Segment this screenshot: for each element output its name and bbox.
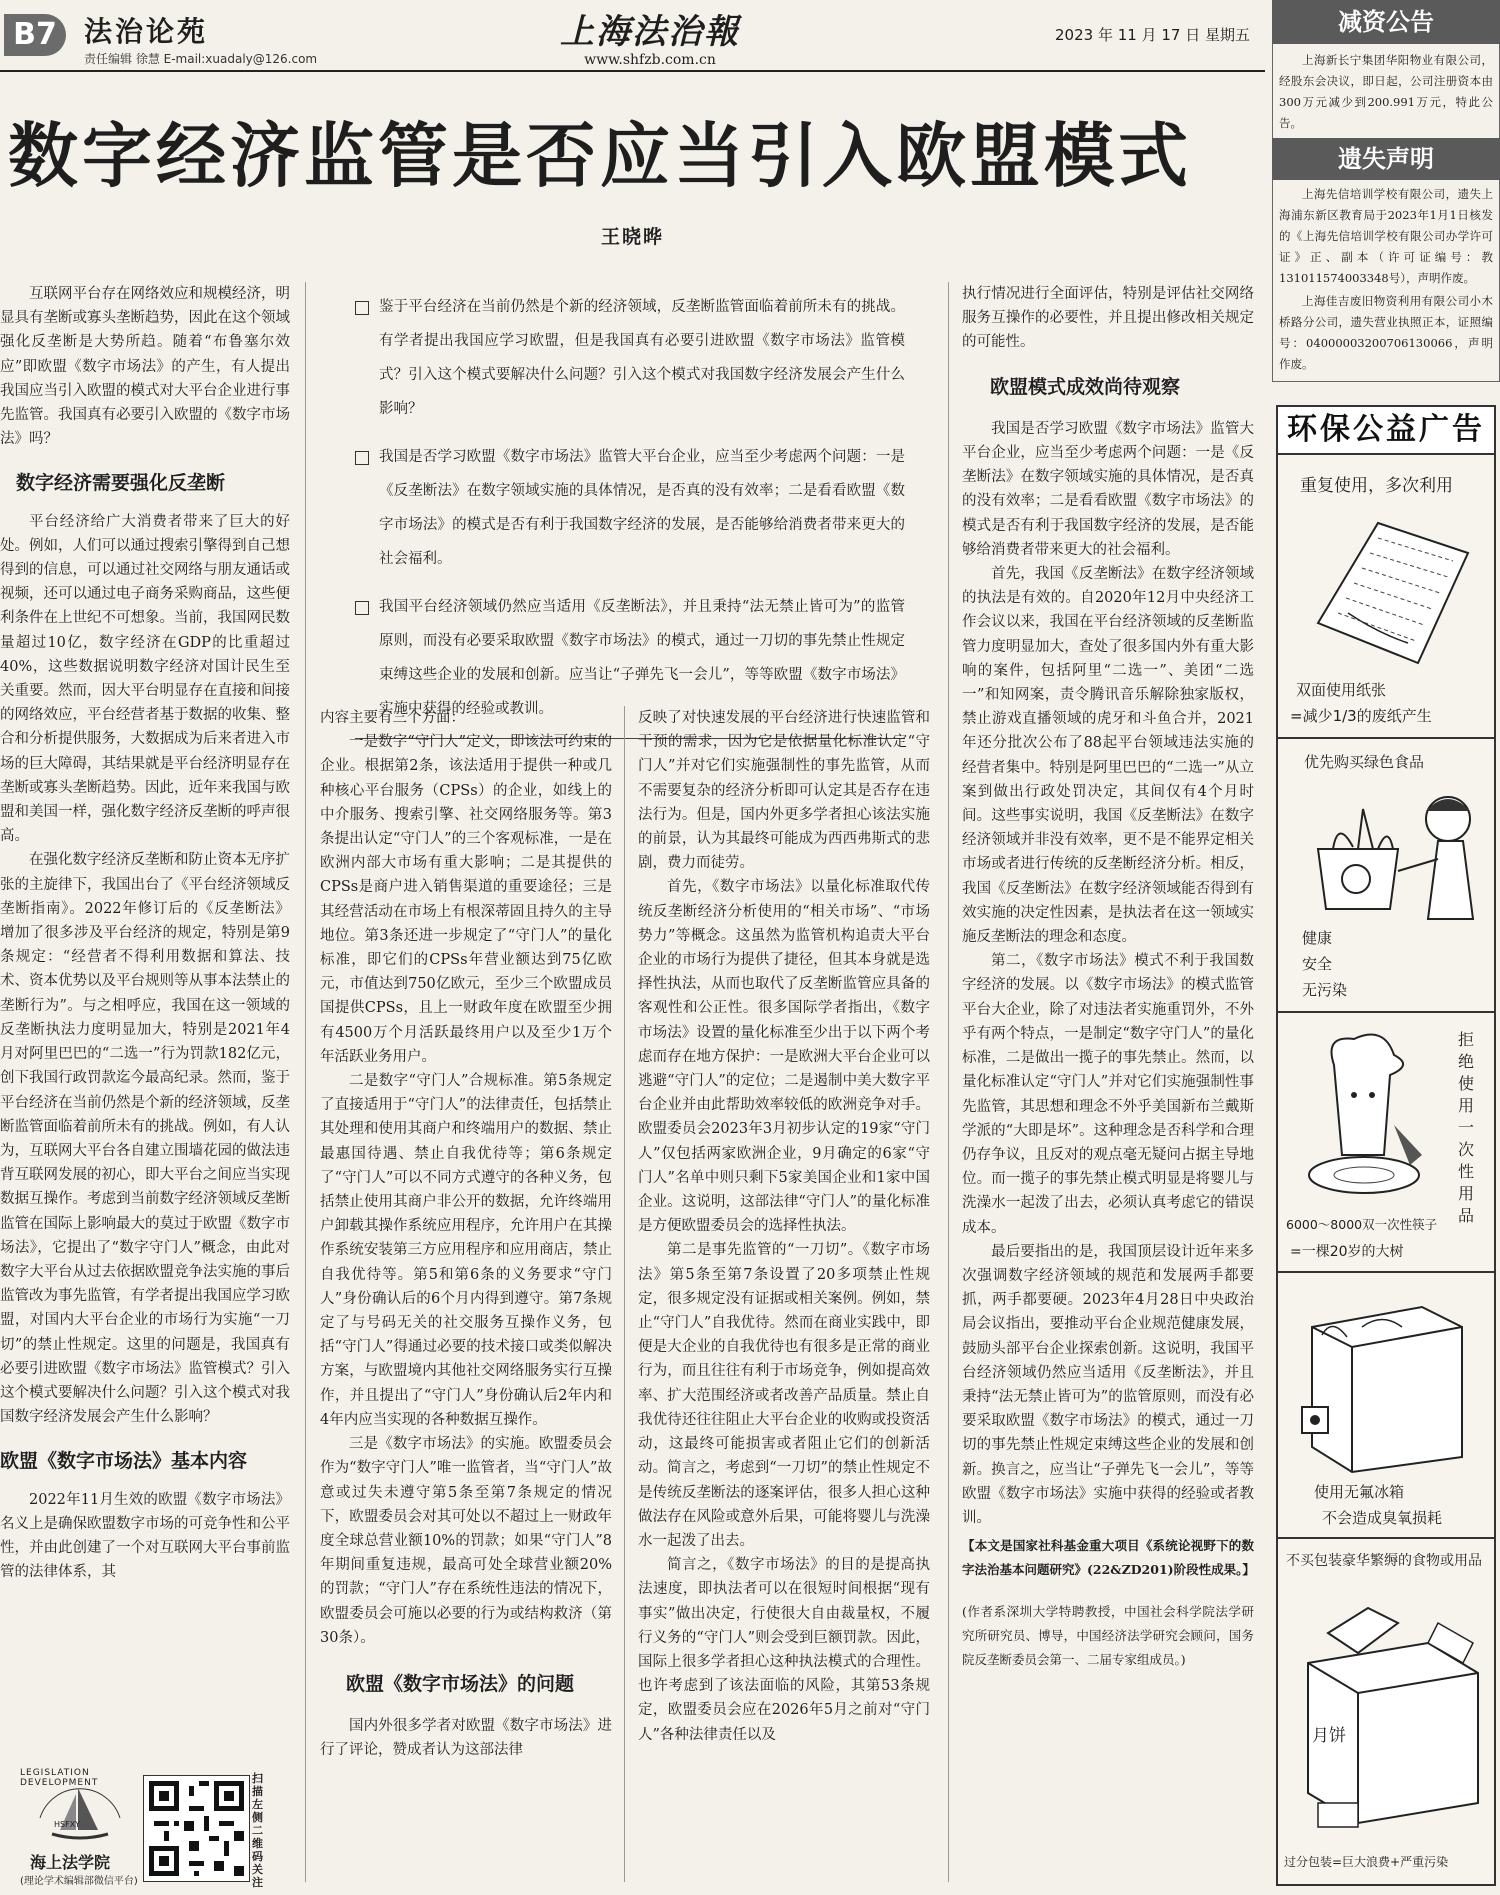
ad-caption: 使用无氟冰箱 bbox=[1314, 1483, 1405, 1501]
subheading-1: 数字经济需要强化反垄断 bbox=[16, 472, 226, 495]
ad-caption-vertical: 拒绝使用一次性用品 bbox=[1458, 1030, 1475, 1225]
paragraph: 执行情况进行全面评估，特别是评估社交网络服务互操作的必要性，并且提出修改相关规定的可能性。 bbox=[962, 286, 1254, 351]
ad-caption: 无污染 bbox=[1302, 981, 1348, 999]
ad-caption: 安全 bbox=[1302, 955, 1333, 973]
ad-caption: 过分包装=巨大浪费+严重污染 bbox=[1284, 1855, 1449, 1869]
ad-caption: 月饼 bbox=[1312, 1726, 1346, 1746]
notice-sidebar bbox=[1272, 0, 1500, 396]
paragraph: 第二是事先监管的“一刀切”。《数字市场法》第5条至第7条设置了20多项禁止性规定，很多规定没有证据或相关案例。例如，禁止“守门人”自我优待。然而在商业实践中，即便是大企业的自我优待也有很多是正常的商业行为，而且往往有利于市场竞争，例如提高效率、扩大范围经济或者改善产品质量。禁止自我优待还往往阻止大平台企业的收购或投资活动，这最终可能损害或者阻止它们的创新活动。简言之，考虑到“一刀切”的禁止性规定不是传统反垄断法的逐案评估，很多人担心这种做法存在风险或意外后果，可能将婴儿与洗澡水一起泼了出去。 bbox=[638, 1242, 930, 1549]
notice-capital-reduction: 上海新长宁集团华阳物业有限公司，经股东会决议，即日起，公司注册资本由300万元减少到200.991万元，特此公告。 bbox=[1272, 44, 1500, 138]
publication-date: 2023 年 11 月 17 日 星期五 bbox=[1055, 26, 1250, 44]
paragraph: 首先，我国《反垄断法》在数字经济领域的执法是有效的。自2020年12月中央经济工作会议以来，我国在平台经济领域的反垄断监管力度明显加大，查处了很多国内外有重大影响的案件，包括阿里“二选一”、美团“二选一”和知网案，责令腾讯音乐解除独家版权，禁止游戏直播领域的虎牙和斗鱼合并，2021年还分批次公布了88起平台领域违法实施的经营者集中。特别是阿里巴巴的“二选一”从立案到做出行政处罚决定，其间仅有4个月时间。这些事实说明，我国《反垄断法》在数字经济领域并非没有效率，更不是不能界定相关市场或者进行传统的反垄断经济分析。相反，我国《反垄断法》在数字经济领域能否得到有效实施的决定性因素，是执法者在这一领域实施反垄断法的理念和态度。 bbox=[962, 566, 1254, 946]
article-author: 王晓晔 bbox=[600, 226, 664, 248]
newspaper-website: www.shfzb.com.cn bbox=[584, 52, 716, 68]
paragraph: 内容主要有三个方面： bbox=[320, 710, 465, 726]
column-3 bbox=[638, 706, 930, 1747]
page-number-badge: B7 bbox=[4, 14, 66, 56]
section-name: 法治论苑 bbox=[84, 15, 209, 48]
article-headline: 数字经济监管是否应当引入欧盟模式 bbox=[8, 115, 1192, 197]
ad-caption: =一棵20岁的大树 bbox=[1290, 1244, 1404, 1260]
org-subtitle: (理论学术编辑部微信平台) bbox=[20, 1876, 138, 1887]
ad-caption: =减少1/3的废纸产生 bbox=[1290, 707, 1432, 725]
environmental-ad bbox=[1276, 405, 1496, 1886]
newspaper-masthead: 上海法治報 bbox=[560, 12, 740, 52]
author-bio: (作者系深圳大学特聘教授，中国社会科学院法学研究所研究员、博导，中国经济法学研究会顾问，国务院反垄断委员会第一、二届专家组成员。) bbox=[962, 1604, 1254, 1668]
ad-divider bbox=[1278, 1271, 1494, 1273]
org-name: 海上法学院 bbox=[30, 1853, 111, 1872]
header-rule bbox=[0, 70, 1265, 72]
ad-divider bbox=[1278, 1537, 1494, 1539]
paragraph: 三是《数字市场法》的实施。欧盟委员会作为“数字守门人”唯一监管者，当“守门人”故意或过失未遵守第5条至第7条规定的情况下，欧盟委员会对其可处以不超过上一财政年度全球总营业额10%的罚款；如果“守门人”8年期间重复违规，最高可处全球营业额20%的罚款；“守门人”存在系统性违法的情况下，欧盟委员会可施以必要的行为或结构救济（第30条）。 bbox=[320, 1436, 612, 1646]
ad-caption: 健康 bbox=[1302, 929, 1333, 947]
shopping-girl-icon bbox=[1298, 779, 1488, 939]
logo-abbr: HSFXY bbox=[54, 1820, 81, 1829]
paragraph: 反映了对快速发展的平台经济进行快速监管和干预的需求，因为它是依据量化标准认定“守门人”并对它们实施强制性的事先监管，从而不需要复杂的经济分析即可认定其是否存在违法行为。但是，国内外更多学者担心该法实施的前景，认为其最终可能成为西西弗斯式的悲剧，费力而徒劳。 bbox=[638, 710, 930, 872]
ad-caption: 不会造成臭氧损耗 bbox=[1322, 1509, 1443, 1527]
qr-code-icon bbox=[144, 1776, 249, 1881]
ad-divider bbox=[1278, 1011, 1494, 1013]
checkbox-bullet-icon bbox=[355, 601, 369, 615]
ad-caption: 优先购买绿色食品 bbox=[1304, 753, 1425, 771]
ad-caption: 重复使用，多次利用 bbox=[1300, 476, 1453, 496]
editor-line: 责任编辑 徐慧 E-mail:xuadaly@126.com bbox=[84, 52, 318, 66]
school-logo bbox=[20, 1768, 140, 1887]
checkbox-bullet-icon bbox=[355, 451, 369, 465]
ad-title: 环保公益广告 bbox=[1278, 407, 1494, 455]
paragraph: 平台经济给广大消费者带来了巨大的好处。例如，人们可以通过搜索引擎得到自己想得到的信息，可以通过社交网络与朋友通话或视频，还可以通过电子商务采购商品，这些便利条件在上世纪不可想象。当前，我国网民数量超过10亿，数字经济在GDP的比重超过40%，这些数据说明数字经济对国计民生至关重要。然而，因大平台明显存在直接和间接的网络效应，平台经营者基于数据的收集、整合和分析提供服务，大数据成为后来者进入市场的巨大障碍，其结果就是平台经济明显存在垄断或寡头垄断趋势。因此，近年来我国与欧盟和美国一样，强化数字经济反垄断的呼声很高。 bbox=[0, 513, 290, 845]
column-divider bbox=[624, 706, 625, 1882]
ad-caption: 双面使用纸张 bbox=[1296, 681, 1387, 699]
summary-item: 我国平台经济领域仍然应当适用《反垄断法》，并且秉持“法无禁止皆可为”的监管原则，而没有必要采取欧盟《数字市场法》的模式，通过一刀切的事先禁止性规定束缚这些企业的发展和创新。应当让“子弹先飞一会儿”，等等欧盟《数字市场法》实施中获得的经验或教训。 bbox=[355, 590, 905, 726]
notice-loss-1: 上海先信培训学校有限公司，遗失上海浦东新区教育局于2023年1月1日核发的《上海先信培训学校有限公司办学许可证》正、副本（许可证编号：教131011574003348号），声明作废。 bbox=[1279, 187, 1493, 285]
column-2 bbox=[320, 706, 612, 1763]
subheading-4: 欧盟模式成效尚待观察 bbox=[990, 375, 1181, 398]
article-intro: 互联网平台存在网络效应和规模经济，明显具有垄断或寡头垄断趋势，因此在这个领域强化反垄断是大势所趋。随着“布鲁塞尔效应”即欧盟《数字市场法》的产生，有人提出我国应当引入欧盟的模式对大平台企业进行事先监管。我国真有必要引入欧盟的《数字市场法》吗？ bbox=[0, 286, 290, 448]
column-4 bbox=[962, 282, 1254, 1672]
article-summary bbox=[355, 290, 905, 739]
ad-caption: 6000～8000双一次性筷子 bbox=[1286, 1217, 1438, 1232]
summary-item: 鉴于平台经济在当前仍然是个新的经济领域，反垄断监管面临着前所未有的挑战。有学者提出我国应学习欧盟，但是我国真有必要引进欧盟《数字市场法》监管模式？引入这个模式要解决什么问题？引入这个模式对我国数字经济发展会产生什么影响？ bbox=[355, 290, 905, 426]
notice-title-capital-reduction: 减资公告 bbox=[1272, 0, 1500, 44]
column-1 bbox=[0, 282, 290, 1584]
gift-box-icon bbox=[1288, 1603, 1488, 1833]
column-divider bbox=[948, 282, 949, 1882]
paragraph: 第二，《数字市场法》模式不利于我国数字经济的发展。以《数字市场法》的模式监管平台大企业，除了对违法者实施重罚外，不外乎有两个特点，一是制定“数字守门人”的量化标准，二是做出一揽子的事先禁止。然而，以量化标准认定“守门人”并对它们实施强制性事先监管，其思想和理念不外乎美国新布兰戴斯学派的“大即是坏”。这种理念是否科学和合理仍存争议，且反对的观点毫无疑问占据主导地位。而一揽子的事先禁止模式明显是将婴儿与洗澡水一起泼了出去，必须认真考虑它的错误成本。 bbox=[962, 953, 1254, 1236]
notice-loss-2: 上海佳吉废旧物资利用有限公司小木桥路分公司，遗失营业执照正本，证照编号：04000003200706130066，声明作废。 bbox=[1279, 294, 1493, 371]
qr-hint: 扫描左侧二维码关注 bbox=[252, 1772, 263, 1889]
summary-item: 我国是否学习欧盟《数字市场法》监管大平台企业，应当至少考虑两个问题：一是《反垄断法》在数字领域实施的具体情况，是否真的没有效率；二是看看欧盟《数字市场法》的模式是否有利于我国数字经济的发展，是否能够给消费者带来更大的社会福利。 bbox=[355, 440, 905, 576]
checkbox-bullet-icon bbox=[355, 301, 369, 315]
paragraph: 最后要指出的是，我国顶层设计近年来多次强调数字经济领域的规范和发展两手都要抓，两手都要硬。2023年4月28日中央政治局会议指出，要推动平台企业规范健康发展，鼓励头部平台企业探索创新。这说明，我国平台经济领域仍然应当适用《反垄断法》，并且秉持“法无禁止皆可为”的监管原则，而没有必要采取欧盟《数字市场法》的模式，通过一刀切的事先禁止性规定束缚这些企业的发展和创新。换言之，应当让“子弹先飞一会儿”，等等欧盟《数字市场法》实施中获得的经验或者教训。 bbox=[962, 1243, 1254, 1526]
paragraph: 国内外很多学者对欧盟《数字市场法》进行了评论，赞成者认为这部法律 bbox=[320, 1718, 612, 1759]
paragraph: 2022年11月生效的欧盟《数字市场法》名义上是确保欧盟数字市场的可竞争性和公平性，并由此创建了一个对互联网大平台事前监管的法律体系，其 bbox=[0, 1491, 290, 1581]
fridge-icon bbox=[1292, 1287, 1482, 1477]
subheading-2: 欧盟《数字市场法》基本内容 bbox=[0, 1450, 248, 1473]
logo-text: LEGISLATION DEVELOPMENT bbox=[20, 1768, 99, 1788]
paragraph: 一是数字“守门人”定义，即该法可约束的企业。根据第2条，该法适用于提供一种或几种核心平台服务（CPSs）的企业，如线上的中介服务、搜索引擎、社交网络服务等。第3条提出认定“守门人”的三个客观标准，一是在欧洲内部大市场有重大影响；二是其提供的CPSs是商户进入销售渠道的重要途径；三是其经营活动在市场上有根深蒂固且持久的主导地位。第3条还进一步规定了“守门人”的量化标准，即它们的CPSs年营业额达到75亿欧元，市值达到750亿欧元，至少三个欧盟成员国提供CPSs，且上一财政年度在欧盟至少拥有4500万个月活跃最终用户以及至少1万个年活跃业务用户。 bbox=[320, 734, 612, 1065]
notice-loss bbox=[1272, 180, 1500, 382]
paragraph: 二是数字“守门人”合规标准。第5条规定了直接适用于“守门人”的法律责任，包括禁止其处理和使用其商户和终端用户的数据、禁止最惠国待遇、禁止自我优待等；第6条规定了“守门人”可以不同方式遵守的各种义务，包括禁止使用其商户非公开的数据，允许终端用户卸载其操作系统应用程序，允许用户在其操作系统安装第三方应用程序和应用商店，禁止自我优待等。第5和第6条的义务要求“守门人”身份确认后的6个月内得到遵守。第7条规定了与号码无关的社交服务互操作义务，包括“守门人”得通过必要的技术接口或类似解决方案，与欧盟境内其他社交网络服务实行互操作，并且提出了“守门人”身份确认后2年内和4年内应当实现的各种数据互操作。 bbox=[320, 1073, 612, 1428]
paper-icon bbox=[1308, 503, 1478, 673]
paragraph: 简言之，《数字市场法》的目的是提高执法速度，即执法者可以在很短时间根据“现有事实”做出决定，行使很大自由裁量权，不履行义务的“守门人”则会受到巨额罚款。因此，国际上很多学者担心这种执法模式的合理性。也许考虑到了该法面临的风险，其第53条规定，欧盟委员会应在2026年5月之前对“守门人”各种法律责任以及 bbox=[638, 1557, 930, 1743]
ad-divider bbox=[1278, 737, 1494, 739]
subheading-3: 欧盟《数字市场法》的问题 bbox=[346, 1672, 575, 1695]
column-divider bbox=[305, 282, 306, 1882]
fund-note: 【本文是国家社科基金重大项目《系统论视野下的数字法治基本问题研究》(22&ZD201)阶段性成果。】 bbox=[962, 1538, 1255, 1578]
tree-stump-icon bbox=[1294, 1025, 1434, 1205]
paragraph: 在强化数字经济反垄断和防止资本无序扩张的主旋律下，我国出台了《平台经济领域反垄断指南》。2022年修订后的《反垄断法》增加了很多涉及平台经济的规定，特别是第9条规定：“经营者不得利用数据和算法、技术、资本优势以及平台规则等从事本法禁止的垄断行为”。与之相呼应，我国在这一领域的反垄断执法力度明显加大，特别是2021年4月对阿里巴巴的“二选一”行为罚款182亿元，创下我国行政罚款迄今最高纪录。然而，鉴于平台经济在当前仍然是个新的经济领域，反垄断监管面临着前所未有的挑战。例如，有人认为，互联网大平台各自建立围墙花园的做法违背互联网发展的初心，即大平台之间应当实现数据互操作。考虑到当前数字经济领域反垄断监管在国际上影响最大的莫过于欧盟《数字市场法》，它提出了“数字守门人”概念，由此对数字大平台从过去依据欧盟竞争法实施的事后监管改为事先监管，有学者提出我国应学习欧盟，对国内大平台企业的市场行为实施“一刀切”的禁止性规定。这里的问题是，我国真有必要引进欧盟《数字市场法》监管模式？引入这个模式要解决什么问题？引入这个模式对我国数字经济发展会产生什么影响？ bbox=[0, 852, 290, 1426]
paragraph: 我国是否学习欧盟《数字市场法》监管大平台企业，应当至少考虑两个问题：一是《反垄断法》在数字领域实施的具体情况，是否真的没有效率；二是看看欧盟《数字市场法》的模式是否有利于我国数字经济的发展，是否能够给消费者带来更大的社会福利。 bbox=[962, 420, 1254, 558]
qr-code[interactable] bbox=[143, 1775, 250, 1882]
notice-title-loss: 遗失声明 bbox=[1272, 138, 1500, 180]
paragraph: 首先，《数字市场法》以量化标准取代传统反垄断经济分析使用的“相关市场”、“市场势力”等概念。这虽然为监管机构追责大平台企业的市场行为提供了捷径，但其本身就是选择性执法，从而也取代了反垄断监管应具备的客观性和公正性。很多国际学者指出，《数字市场法》设置的量化标准至少出于以下两个考虑而存在地方保护：一是欧洲大平台企业可以逃避“守门人”的定位；二是遏制中美大数字平台企业并由此帮助效率较低的欧洲竞争对手。欧盟委员会2023年3月初步认定的19家“守门人”仅包括两家欧洲企业，9月确定的6家“守门人”名单中则只剩下5家美国企业和1家中国企业。这说明，这部法律“守门人”的量化标准是方便欧盟委员会的选择性执法。 bbox=[638, 879, 930, 1235]
ad-caption: 不买包装豪华繁缛的食物或用品 bbox=[1286, 1553, 1482, 1569]
